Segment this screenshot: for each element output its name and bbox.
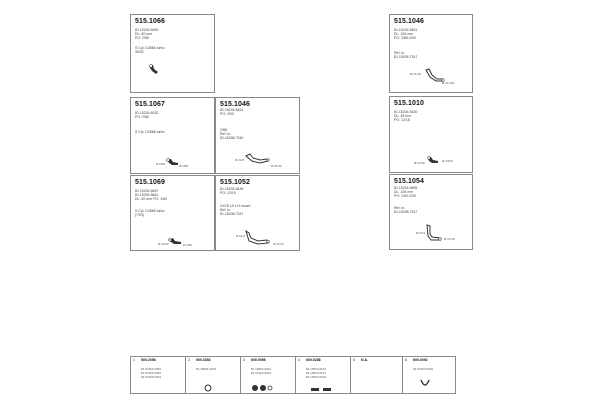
accessory-cell[interactable]: [186, 357, 241, 393]
accessory-cell[interactable]: [131, 357, 186, 393]
part-card-515-1054[interactable]: [389, 174, 473, 250]
dimension-tag: Ø 21/19: [273, 242, 284, 246]
dimension-tag: Ø 21/18: [410, 72, 421, 76]
dimension-tag: Ø 2/132: [158, 242, 169, 246]
accessory-ref: 81.15001.0010: [196, 367, 217, 371]
dimension-tag: Ø 21/19: [271, 164, 282, 168]
part-card-515-1046-a[interactable]: [389, 14, 473, 93]
exhaust-pipe-icon: [147, 63, 161, 75]
bracket-icon: [310, 380, 334, 398]
part-card-515-1066[interactable]: [130, 14, 215, 93]
dimension-tag: Ø 21/19: [444, 237, 455, 241]
part-number: 515.1046: [394, 18, 424, 25]
hanger-icon: [419, 377, 431, 395]
spec-line: 81.15008.7347: [220, 212, 244, 216]
dimension-tag: Ø 2/90: [183, 243, 193, 247]
dimension-tag: Ø 21/120: [442, 81, 455, 85]
spec-line: 81.15204.5430: [394, 110, 418, 114]
accessory-ref: 81.97422.0012: [251, 371, 272, 375]
spec-line: DL: 60 mm PO: 1/89: [135, 197, 167, 201]
spec-line: 81.15204.5436: [220, 187, 244, 191]
part-card-515-1067[interactable]: [130, 97, 215, 174]
spec-line: S Cyl. D2866 turbo: [135, 46, 165, 50]
spec-line: PO: 2/90: [220, 112, 234, 116]
spec-line: Ref. to: [394, 206, 405, 210]
dimension-tag: Ø 21/8: [235, 158, 245, 162]
accessory-index: 5: [353, 358, 355, 362]
part-card-515-1010[interactable]: [389, 96, 473, 173]
part-number: 515.1067: [135, 101, 165, 108]
accessory-code: 600.0092: [413, 358, 428, 362]
part-number: 515.1066: [135, 18, 165, 25]
part-card-515-1069[interactable]: [130, 175, 215, 251]
accessory-code: 600.0288: [306, 358, 321, 362]
dimension-tag: Ø 2/98: [156, 162, 166, 166]
dimension-tag: Ø 2/115: [442, 159, 453, 163]
spec-line: 81.15008.7347: [394, 55, 418, 59]
accessory-index: 6: [405, 358, 407, 362]
spec-line: PO: 1/90-2/90: [394, 194, 416, 198]
part-number: 515.1010: [394, 100, 424, 107]
accessory-index: 3: [243, 358, 245, 362]
accessory-cell[interactable]: [351, 357, 403, 393]
accessory-ref: 81.15520.0107: [306, 371, 327, 375]
accessories-strip: [130, 356, 456, 394]
spec-line: DL: 45 mm: [394, 114, 412, 118]
dimension-tag: Ø 12/18: [414, 161, 425, 165]
spec-line: Ref. to: [220, 132, 231, 136]
accessory-index: 2: [188, 358, 190, 362]
exhaust-pipe-icon: [422, 223, 446, 243]
part-number: 515.1046: [220, 101, 250, 108]
part-number: 515.1054: [394, 178, 424, 185]
accessory-cell[interactable]: [241, 357, 296, 393]
spec-line: 81.15204.5667: [135, 189, 159, 193]
accessory-ref: 81.97409.0263: [141, 375, 162, 379]
spec-line: DL: 106 mm: [394, 190, 414, 194]
accessory-ref: 81.97402.5240: [413, 367, 434, 371]
part-number: 515.1069: [135, 179, 165, 186]
dimension-tag: Ø 21/4: [416, 231, 426, 235]
part-card-515-1052[interactable]: [215, 175, 300, 251]
exhaust-pipe-icon: [426, 155, 442, 165]
spec-line: 81.15204.5661: [135, 193, 159, 197]
accessory-ref: 81.97409.0065: [141, 367, 162, 371]
spec-line: 2/88: [220, 128, 227, 132]
spec-line: PO: 12/19: [220, 191, 236, 195]
accessory-index: 1: [133, 358, 135, 362]
spec-line: 35/02: [135, 50, 144, 54]
spec-line: PO: 2/86: [135, 36, 149, 40]
spec-line: DL: 60 mm: [135, 32, 153, 36]
spec-line: PO: 12/18: [394, 118, 410, 122]
accessory-ref: 81.16962.0010: [251, 367, 272, 371]
accessory-ref: 81.97409.0262: [141, 371, 162, 375]
accessory-code: 600.0098: [251, 358, 266, 362]
gasket-ring-icon: [204, 379, 212, 397]
spec-line: Ref. to: [394, 51, 405, 55]
spec-line: S Cyl. D2866 turbo: [135, 209, 165, 213]
accessory-code: 500.3353: [196, 358, 211, 362]
dimension-tag: Ø 21/4: [236, 234, 246, 238]
spec-line: DL: 105 mm: [394, 32, 414, 36]
accessory-cell[interactable]: [296, 357, 351, 393]
spec-line: S Cyl. D2866 turbo: [135, 130, 165, 134]
accessory-cell[interactable]: [403, 357, 455, 393]
spec-line: 81.15204.5460: [135, 28, 159, 32]
spec-line: 81.15204.5461: [220, 108, 244, 112]
spec-line: 81.15204.5665: [394, 186, 418, 190]
accessory-code: 500.2058: [141, 358, 156, 362]
dimension-tag: Ø 2/86: [179, 164, 189, 168]
spec-line: 81.15204.5461: [394, 28, 418, 32]
exhaust-pipe-icon: [244, 151, 272, 165]
spec-line: 81.15204.6032: [135, 111, 159, 115]
spec-line: 24/78 LH LH mount: [220, 204, 251, 208]
exhaust-pipe-icon: [243, 228, 273, 246]
spec-line: (7/93): [135, 213, 145, 217]
spec-line: PO: 2/88-2/90: [394, 36, 416, 40]
accessory-ref: 81.15520.0109: [306, 375, 327, 379]
accessory-index: 4: [298, 358, 300, 362]
spec-line: 81.15008.7347: [394, 210, 418, 214]
spec-line: 81.15008.7340: [220, 136, 244, 140]
spec-line: Ref. to: [220, 208, 231, 212]
spec-line: PO: 2/86: [135, 115, 149, 119]
accessory-code: N.A.: [361, 358, 368, 362]
part-number: 515.1052: [220, 179, 250, 186]
clamp-icon: [251, 379, 273, 397]
accessory-ref: 81.15520.0102: [306, 367, 327, 371]
part-card-515-1046-b[interactable]: [215, 97, 300, 174]
